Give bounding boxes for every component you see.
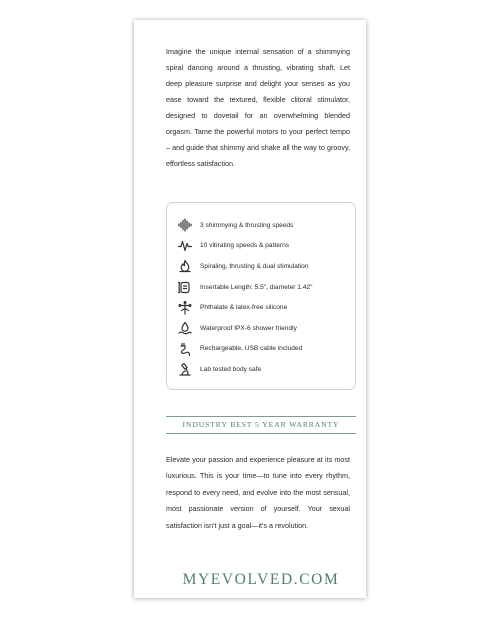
vibration-pulse-icon bbox=[177, 238, 193, 254]
feature-item bbox=[177, 339, 312, 360]
feature-item bbox=[177, 297, 312, 318]
feature-item bbox=[177, 236, 312, 257]
warranty-divider-top bbox=[166, 416, 356, 417]
warranty-banner: INDUSTRY BEST 5 YEAR WARRANTY bbox=[182, 420, 340, 429]
features-box bbox=[166, 202, 356, 390]
ruler-measure-icon bbox=[177, 279, 193, 295]
feature-text: Insertable Length: 5.5", diameter 1.42" bbox=[200, 283, 313, 291]
feature-item bbox=[177, 359, 312, 380]
warranty-divider-bottom bbox=[166, 433, 356, 434]
feature-text: 3 shimmying & thrusting speeds bbox=[200, 221, 294, 229]
feature-text: Spiraling, thrusting & dual stimulation bbox=[200, 262, 309, 270]
feature-text: 10 vibrating speeds & patterns bbox=[200, 242, 290, 250]
flame-icon bbox=[177, 258, 193, 274]
outro-paragraph: Elevate your passion and experience pleasure at its most luxurious. This is your time—to tune into every rhythm, respond to every need, and evolve into the most sensual, most passionate version of yourself. Your sexual satisfaction isn't just a goal—it's a revolution. bbox=[166, 455, 350, 530]
product-insert-card bbox=[134, 20, 366, 598]
feature-text: Lab tested body safe bbox=[200, 365, 262, 373]
feature-item bbox=[177, 277, 312, 298]
usb-cable-icon bbox=[177, 341, 193, 357]
feature-text: Rechargeable, USB cable included bbox=[200, 345, 303, 353]
feature-text: Waterproof IPX-6 shower friendly bbox=[200, 324, 297, 332]
feature-list bbox=[177, 215, 312, 380]
feature-text: Phthalate & latex-free silicone bbox=[200, 304, 288, 312]
feature-item bbox=[177, 215, 312, 236]
water-drop-icon bbox=[177, 320, 193, 336]
website-url: MYEVOLVED.COM bbox=[182, 571, 340, 588]
sound-wave-icon bbox=[177, 217, 193, 233]
feature-item bbox=[177, 256, 312, 277]
molecule-icon bbox=[177, 300, 193, 316]
feature-item bbox=[177, 318, 312, 339]
microscope-icon bbox=[177, 361, 193, 377]
intro-paragraph: Imagine the unique internal sensation of a shimmying spiral dancing around a thrusting, vibrating shaft. Let deep pleasure surprise and delight your senses as you ease toward the textured, flexible clitoral stimulator, designed to dovetail for an overwhelming blended orgasm. Tame the powerful motors to your perfect tempo – and guide that shimmy and shake all the way to groovy, effortless satisfaction. bbox=[166, 47, 350, 168]
